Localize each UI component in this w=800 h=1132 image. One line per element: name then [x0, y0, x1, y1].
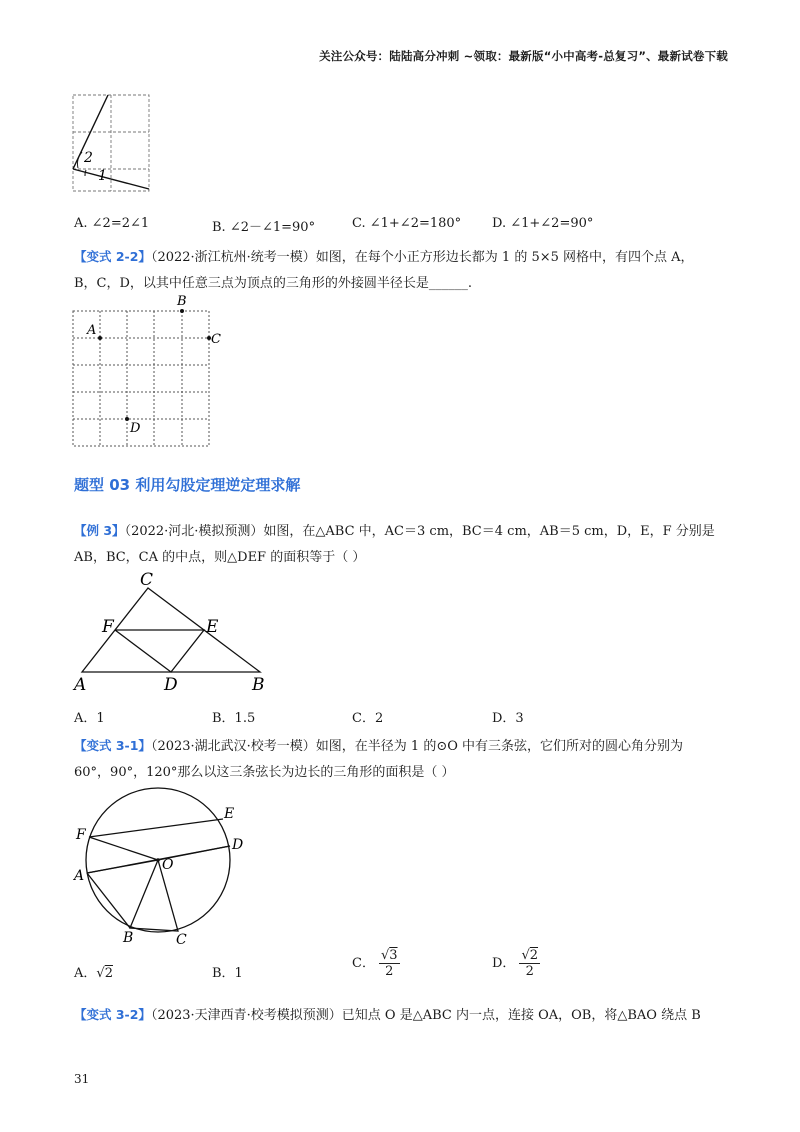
midpoint-d-label: D — [164, 675, 178, 695]
ex3-option-c: C．2 — [352, 711, 384, 726]
point-b-label: B — [123, 930, 134, 946]
point-c-label: C — [211, 332, 221, 347]
vertex-c-label: C — [140, 570, 154, 590]
angle-1-label: 1 — [98, 168, 107, 184]
variant-3-2-line1: 【变式 3-2】（2023·天津西青·校考模拟预测）已知点 O 是△ABC 内一点，连接 OA，OB，将△BAO 绕点 B — [74, 1007, 701, 1023]
example-3-line1: 【例 3】（2022·河北·模拟预测）如图，在△ABC 中，AC＝3 cm，BC＝4 cm，AB＝5 cm，D，E，F 分别是 — [74, 523, 715, 539]
midpoint-e-label: E — [206, 617, 219, 637]
example-3-line2: AB，BC，CA 的中点，则△DEF 的面积等于（ ） — [74, 550, 366, 565]
point-d-label: D — [232, 837, 244, 853]
option-d: D. ∠1+∠2=90° — [492, 216, 594, 231]
variant-2-2-line2: B，C，D，以其中任意三点为顶点的三角形的外接圆半径长是______. — [74, 276, 473, 291]
point-f-label: F — [76, 827, 86, 843]
point-b-label: B — [177, 294, 187, 309]
variant-2-2-line1: 【变式 2-2】（2022·浙江杭州·统考一模）如图，在每个小正方形边长都为 1 的 5×5 网格中，有四个点 A， — [74, 249, 694, 265]
ex3-option-b: B．1.5 — [212, 711, 256, 726]
v31-option-d: D． $\frac{√2}{2}$ — [492, 948, 539, 979]
option-c: C. ∠1+∠2=180° — [352, 216, 462, 231]
point-a-label: A — [74, 868, 85, 884]
ex3-option-d: D．3 — [492, 711, 524, 726]
variant-3-1-line1: 【变式 3-1】（2023·湖北武汉·校考一模）如图，在半径为 1 的⊙O 中有三条弦，它们所对的圆心角分别为 — [74, 738, 684, 754]
variant-3-1-line2: 60°，90°，120°那么以这三条弦长为边长的三角形的面积是（ ） — [74, 765, 455, 780]
variant-3-2-tag: 【变式 3-2】 — [74, 1007, 151, 1022]
center-o-label: O — [162, 857, 174, 873]
figure-5x5-grid — [66, 292, 226, 450]
ex3-option-a: A．1 — [74, 711, 105, 726]
figure-triangle-abc — [70, 568, 280, 696]
v31-option-b: B．1 — [212, 966, 243, 981]
figure-angle-grid — [70, 92, 154, 196]
variant-2-2-tag: 【变式 2-2】 — [74, 249, 151, 264]
point-a-label: A — [87, 323, 97, 338]
angle-2-label: 2 — [84, 150, 93, 166]
figure-circle-chords — [70, 780, 260, 952]
point-e-label: E — [224, 806, 235, 822]
page-header: 关注公众号：陆陆高分冲刺 ~领取：最新版“小中高考-总复习”、最新试卷下载 — [319, 49, 728, 63]
vertex-b-label: B — [252, 675, 265, 695]
point-c-label: C — [176, 932, 187, 948]
option-b: B. ∠2－∠1=90° — [212, 220, 316, 235]
vertex-a-label: A — [74, 675, 87, 695]
midpoint-f-label: F — [102, 617, 114, 637]
page-number: 31 — [74, 1072, 90, 1086]
point-d-label: D — [130, 421, 141, 436]
option-a: A. ∠2=2∠1 — [74, 216, 150, 231]
variant-3-1-tag: 【变式 3-1】 — [74, 738, 151, 753]
v31-option-c: C． $\frac{√3}{2}$ — [352, 948, 398, 979]
example-3-tag: 【例 3】 — [74, 523, 125, 538]
v31-option-a: A．√2 — [74, 966, 113, 981]
section-title: 题型 03 利用勾股定理逆定理求解 — [74, 476, 301, 494]
